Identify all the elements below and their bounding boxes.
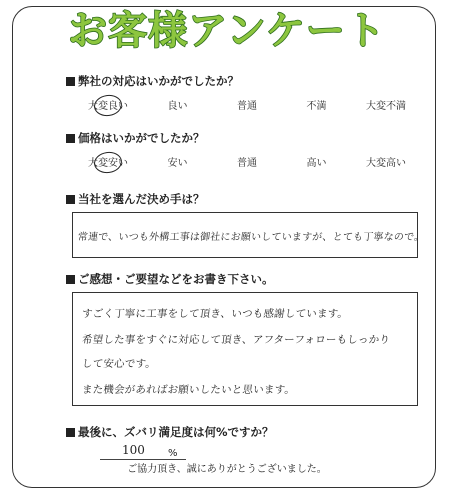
option-price-1[interactable]: 安い <box>167 158 188 169</box>
option-price-2[interactable]: 普通 <box>237 158 257 169</box>
bullet-square-icon <box>66 195 75 204</box>
question-service <box>66 73 239 89</box>
survey-title: お客様アンケート <box>68 9 386 54</box>
thank-you-footer: ご協力頂き、誠にありがとうございました。 <box>127 464 327 475</box>
satisfaction-value: 100 <box>122 443 145 457</box>
question-satisfaction <box>66 424 274 440</box>
question-comments <box>66 271 274 287</box>
option-service-0[interactable]: 大変良い <box>82 97 134 112</box>
option-price-3[interactable]: 高い <box>306 158 327 169</box>
options-price <box>82 154 412 169</box>
bullet-square-icon <box>66 134 75 143</box>
question-label: 当社を選んだ決め手は？ <box>78 192 205 206</box>
option-price-0[interactable]: 大変安い <box>82 154 134 169</box>
option-service-3[interactable]: 不満 <box>306 101 327 112</box>
satisfaction-unit: % <box>168 448 178 459</box>
bullet-square-icon <box>66 275 75 284</box>
option-service-2[interactable]: 普通 <box>237 101 257 112</box>
bullet-square-icon <box>66 428 75 437</box>
comments-line-1: すごく丁寧に工事をして頂き、いつも感謝しています。 <box>81 308 349 320</box>
options-service <box>82 97 412 112</box>
comments-line-4: また機会があればお願いしたいと思います。 <box>81 384 296 396</box>
option-price-4[interactable]: 大変高い <box>366 158 406 169</box>
question-price <box>66 130 205 146</box>
reason-answer-text: 常連で、いつも外構工事は御社にお願いしていますが、とても丁寧なので。 <box>77 232 425 243</box>
comments-line-3: して安心です。 <box>81 358 157 370</box>
option-service-1[interactable]: 良い <box>167 101 188 112</box>
comments-line-2: 希望した事をすぐに対応して頂き、アフターフォローもしっかり <box>81 334 391 346</box>
question-reason <box>66 191 205 207</box>
question-label: 最後に、ズバリ満足度は何%ですか？ <box>78 425 274 439</box>
question-label: 価格はいかがでしたか？ <box>78 131 205 145</box>
bullet-square-icon <box>66 77 75 86</box>
question-label: ご感想・ご要望などをお書き下さい。 <box>78 272 274 286</box>
option-service-4[interactable]: 大変不満 <box>366 101 406 112</box>
question-label: 弊社の対応はいかがでしたか？ <box>78 74 239 88</box>
